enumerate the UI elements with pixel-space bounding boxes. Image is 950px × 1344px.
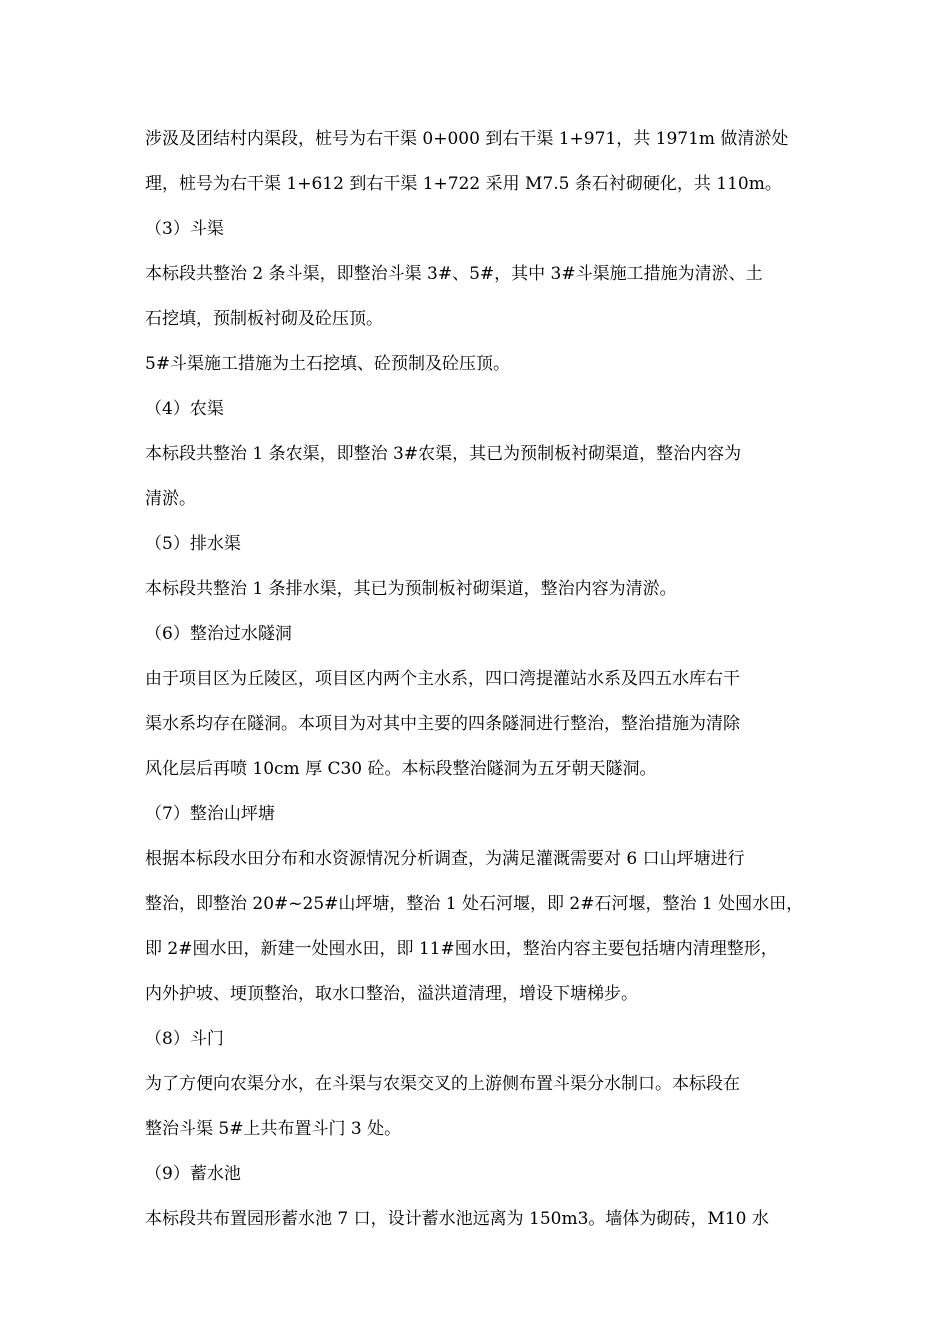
paragraph-line: 根据本标段水田分布和水资源情况分析调查，为满足灌溉需要对 6 口山坪塘进行: [145, 849, 745, 869]
paragraph-line: 本标段共整治 1 条排水渠，其已为预制板衬砌渠道，整治内容为清淤。: [145, 579, 677, 599]
paragraph-line: 理，桩号为右干渠 1+612 到右干渠 1+722 采用 M7.5 条石衬砌硬化，共 110m。: [145, 174, 782, 194]
paragraph-line: 整治斗渠 5#上共布置斗门 3 处。: [145, 1119, 402, 1139]
section-heading-5: （5）排水渠: [145, 534, 241, 554]
paragraph-line: 5#斗渠施工措施为土石挖填、砼预制及砼压顶。: [145, 354, 511, 374]
paragraph-line: 即 2#囤水田，新建一处囤水田，即 11#囤水田，整治内容主要包括塘内清理整形，: [145, 939, 778, 959]
section-heading-8: （8）斗门: [145, 1029, 224, 1049]
section-heading-7: （7）整治山坪塘: [145, 804, 275, 824]
section-heading-4: （4）农渠: [145, 399, 224, 419]
paragraph-line: 本标段共整治 1 条农渠，即整治 3#农渠，其已为预制板衬砌渠道，整治内容为: [145, 444, 742, 464]
section-heading-3: （3）斗渠: [145, 219, 224, 239]
paragraph-line: 整治，即整治 20#~25#山坪塘，整治 1 处石河堰，即 2#石河堰，整治 1 处囤水田，: [145, 894, 804, 914]
paragraph-line: 为了方便向农渠分水，在斗渠与农渠交叉的上游侧布置斗渠分水制口。本标段在: [145, 1074, 740, 1094]
paragraph-line: 本标段共布置园形蓄水池 7 口，设计蓄水池远离为 150m3。墙体为砌砖，M10 水: [145, 1209, 769, 1229]
paragraph-line: 风化层后再喷 10cm 厚 C30 砼。本标段整治隧洞为五牙朝天隧洞。: [145, 759, 657, 779]
paragraph-line: 涉汲及团结村内渠段，桩号为右干渠 0+000 到右干渠 1+971，共 1971m 做清淤处: [145, 129, 789, 149]
paragraph-line: 清淤。: [145, 489, 196, 509]
section-heading-6: （6）整治过水隧洞: [145, 624, 292, 644]
paragraph-line: 渠水系均存在隧洞。本项目为对其中主要的四条隧洞进行整治，整治措施为清除: [145, 714, 740, 734]
paragraph-line: 内外护坡、埂顶整治，取水口整治，溢洪道清理，增设下塘梯步。: [145, 984, 638, 1004]
paragraph-line: 本标段共整治 2 条斗渠，即整治斗渠 3#、5#，其中 3#斗渠施工措施为清淤、土: [145, 264, 763, 284]
paragraph-line: 石挖填，预制板衬砌及砼压顶。: [145, 309, 383, 329]
section-heading-9: （9）蓄水池: [145, 1164, 241, 1184]
paragraph-line: 由于项目区为丘陵区，项目区内两个主水系，四口湾提灌站水系及四五水库右干: [145, 669, 740, 689]
